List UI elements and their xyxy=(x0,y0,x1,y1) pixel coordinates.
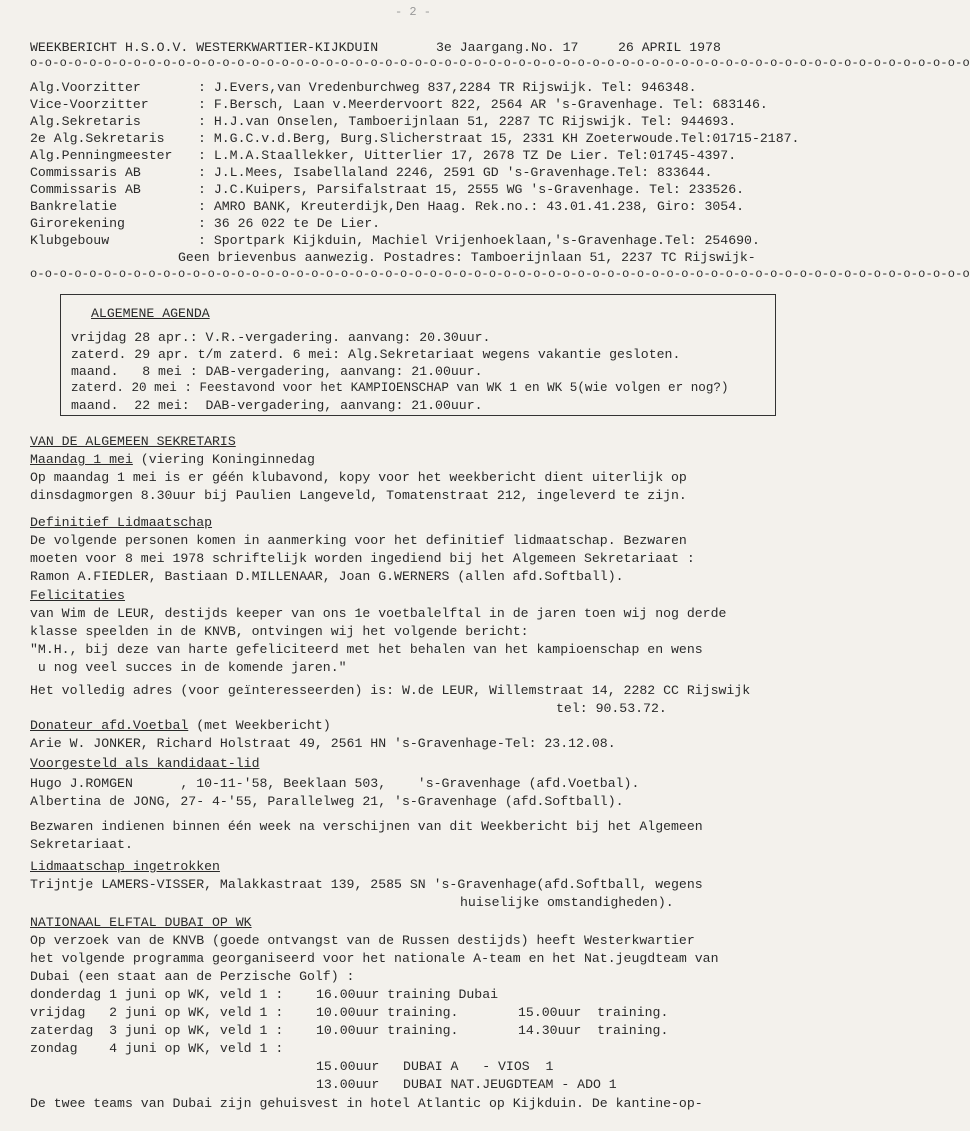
agenda-item: vrijdag 28 apr.: V.R.-vergadering. aanvang: 20.30uur. xyxy=(71,330,491,345)
quote-line: "M.H., bij deze van harte gefeliciteerd met het behalen van het kampioenschap en wens xyxy=(30,642,703,657)
closing-line: De twee teams van Dubai zijn gehuisvest in hotel Atlantic op Kijkduin. De kantine-op- xyxy=(30,1096,703,1111)
body-line: Op verzoek van de KNVB (goede ontvangst van de Russen destijds) heeft Westerkwartier xyxy=(30,933,695,948)
kandidaat-heading: Voorgesteld als kandidaat-lid xyxy=(30,756,260,771)
body-line: het volgende programma georganiseerd voor het nationale A-team en het Nat.jeugdteam van xyxy=(30,951,719,966)
separator-line: o-o-o-o-o-o-o-o-o-o-o-o-o-o-o-o-o-o-o-o-o-o-o-o-o-o-o-o-o-o-o-o-o-o-o-o-o-o-o-o-o-o-o-o-o-o-o-o-o-o-o-o-o-o-o-o-o-o-o-o-o-o-o-o xyxy=(30,267,970,281)
newsletter-title: WEEKBERICHT H.S.O.V. WESTERKWARTIER-KIJKDUIN xyxy=(30,40,379,55)
body-line: Dubai (een staat aan de Perzische Golf) : xyxy=(30,969,355,984)
agenda-item: zaterd. 29 apr. t/m zaterd. 6 mei: Alg.Sekretariaat wegens vakantie gesloten. xyxy=(71,347,681,362)
body-line: klasse speelden in de KNVB, ontvingen wij het volgende bericht: xyxy=(30,624,529,639)
body-line: De volgende personen komen in aanmerking voor het definitief lidmaatschap. Bezwaren xyxy=(30,533,687,548)
schedule-slot: 14.30uur training. xyxy=(518,1023,669,1038)
schedule-slot: 16.00uur training Dubai xyxy=(316,987,499,1002)
body-line: Trijntje LAMERS-VISSER, Malakkastraat 139, 2585 SN 's-Gravenhage(afd.Softball, wegens xyxy=(30,877,703,892)
body-line: Sekretariaat. xyxy=(30,837,133,852)
maandag-heading: Maandag 1 mei (viering Koninginnedag xyxy=(30,452,315,467)
separator-line: o-o-o-o-o-o-o-o-o-o-o-o-o-o-o-o-o-o-o-o-o-o-o-o-o-o-o-o-o-o-o-o-o-o-o-o-o-o-o-o-o-o-o-o-o-o-o-o-o-o-o-o-o-o-o-o-o-o-o-o-o-o-o-o xyxy=(30,56,970,70)
officer-row: Commissaris AB : J.C.Kuipers, Parsifalstraat 15, 2555 WG 's-Gravenhage. Tel: 233526. xyxy=(30,182,745,197)
quote-line: u nog veel succes in de komende jaren." xyxy=(30,660,347,675)
officer-row: Klubgebouw : Sportpark Kijkduin, Machiel Vrijenhoeklaan,'s-Gravenhage.Tel: 254690. xyxy=(30,233,760,248)
match-line: 13.00uur DUBAI NAT.JEUGDTEAM - ADO 1 xyxy=(316,1077,617,1092)
agenda-item: maand. 8 mei : DAB-vergadering, aanvang: 21.00uur. xyxy=(71,364,483,379)
page-number: - 2 - xyxy=(395,5,432,19)
body-line: moeten voor 8 mei 1978 schriftelijk worden ingediend bij het Algemeen Sekretariaat : xyxy=(30,551,695,566)
agenda-box xyxy=(60,294,776,416)
body-line: huiselijke omstandigheden). xyxy=(460,895,674,910)
officer-row: Alg.Penningmeester : L.M.A.Staallekker, Uitterlier 17, 2678 TZ De Lier. Tel:01745-4397. xyxy=(30,148,737,163)
lidmaatschap-heading: Definitief Lidmaatschap xyxy=(30,515,213,530)
postal-note: Geen brievenbus aanwezig. Postadres: Tamboerijnlaan 51, 2237 TC Rijswijk- xyxy=(178,250,756,265)
elftal-heading: NATIONAAL ELFTAL DUBAI OP WK xyxy=(30,915,252,930)
body-line: Arie W. JONKER, Richard Holstraat 49, 2561 HN 's-Gravenhage-Tel: 23.12.08. xyxy=(30,736,616,751)
body-line: Bezwaren indienen binnen één week na verschijnen van dit Weekbericht bij het Algemeen xyxy=(30,819,703,834)
issue-volume: 3e Jaargang.No. 17 xyxy=(436,40,579,55)
felicitaties-heading: Felicitaties xyxy=(30,588,125,603)
ingetrokken-heading: Lidmaatschap ingetrokken xyxy=(30,859,220,874)
schedule-slot: 15.00uur training. xyxy=(518,1005,669,1020)
body-line: Het volledig adres (voor geïnteresseerden) is: W.de LEUR, Willemstraat 14, 2282 CC Rijswijk xyxy=(30,683,751,698)
section-title: VAN DE ALGEMEEN SEKRETARIS xyxy=(30,434,236,449)
donateur-heading: Donateur afd.Voetbal (met Weekbericht) xyxy=(30,718,331,733)
schedule-day: zaterdag 3 juni op WK, veld 1 : xyxy=(30,1023,284,1038)
contact-tel: tel: 90.53.72. xyxy=(556,701,667,716)
body-line: Hugo J.ROMGEN , 10-11-'58, Beeklaan 503, 's-Gravenhage (afd.Voetbal). xyxy=(30,776,640,791)
body-line: dinsdagmorgen 8.30uur bij Paulien Langeveld, Tomatenstraat 212, ingeleverd te zijn. xyxy=(30,488,687,503)
officer-row: Alg.Voorzitter : J.Evers,van Vredenburchweg 837,2284 TR Rijswijk. Tel: 946348. xyxy=(30,80,697,95)
body-line: Op maandag 1 mei is er géén klubavond, kopy voor het weekbericht dient uiterlijk op xyxy=(30,470,687,485)
match-line: 15.00uur DUBAI A - VIOS 1 xyxy=(316,1059,554,1074)
schedule-day: zondag 4 juni op WK, veld 1 : xyxy=(30,1041,284,1056)
officer-row: Bankrelatie : AMRO BANK, Kreuterdijk,Den Haag. Rek.no.: 43.01.41.238, Giro: 3054. xyxy=(30,199,745,214)
schedule-day: donderdag 1 juni op WK, veld 1 : xyxy=(30,987,284,1002)
schedule-slot: 10.00uur training. xyxy=(316,1005,459,1020)
body-line: Ramon A.FIEDLER, Bastiaan D.MILLENAAR, Joan G.WERNERS (allen afd.Softball). xyxy=(30,569,624,584)
schedule-day: vrijdag 2 juni op WK, veld 1 : xyxy=(30,1005,284,1020)
officer-row: 2e Alg.Sekretaris : M.G.C.v.d.Berg, Burg.Slicherstraat 15, 2331 KH Zoeterwoude.Tel:01715-2187. xyxy=(30,131,800,146)
agenda-item: zaterd. 20 mei : Feestavond voor het KAMPIOENSCHAP van WK 1 en WK 5(wie volgen er nog?) xyxy=(71,381,729,395)
officer-row: Girorekening : 36 26 022 te De Lier. xyxy=(30,216,381,231)
agenda-item: maand. 22 mei: DAB-vergadering, aanvang: 21.00uur. xyxy=(71,398,483,413)
body-line: Albertina de JONG, 27- 4-'55, Parallelweg 21, 's-Gravenhage (afd.Softball). xyxy=(30,794,624,809)
issue-date: 26 APRIL 1978 xyxy=(618,40,721,55)
agenda-title: ALGEMENE AGENDA xyxy=(91,306,210,321)
schedule-slot: 10.00uur training. xyxy=(316,1023,459,1038)
officer-row: Vice-Voorzitter : F.Bersch, Laan v.Meerdervoort 822, 2564 AR 's-Gravenhage. Tel: 683146. xyxy=(30,97,768,112)
officer-row: Commissaris AB : J.L.Mees, Isabellaland 2246, 2591 GD 's-Gravenhage.Tel: 833644. xyxy=(30,165,713,180)
officer-row: Alg.Sekretaris : H.J.van Onselen, Tamboerijnlaan 51, 2287 TC Rijswijk. Tel: 944693. xyxy=(30,114,737,129)
body-line: van Wim de LEUR, destijds keeper van ons 1e voetbalelftal in de jaren toen wij nog derde xyxy=(30,606,727,621)
